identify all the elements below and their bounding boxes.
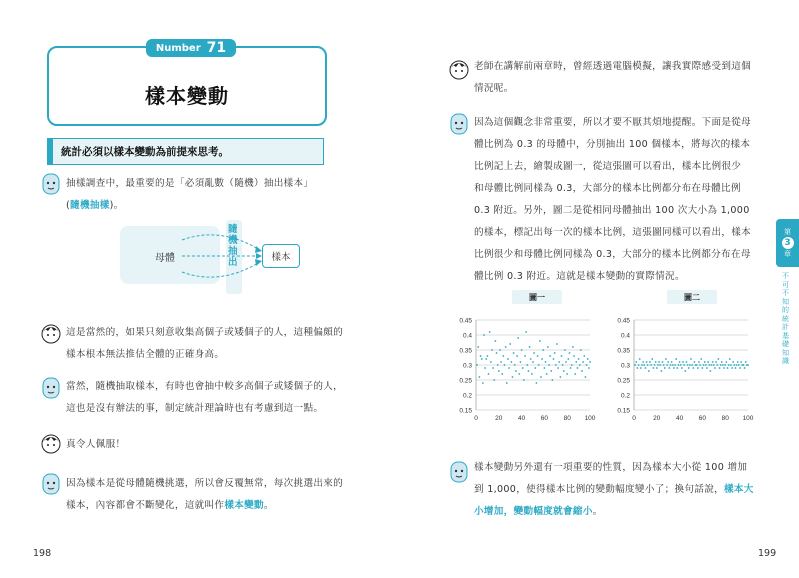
data-point xyxy=(502,355,504,357)
data-point xyxy=(683,364,685,366)
data-point xyxy=(689,364,691,366)
data-point xyxy=(488,373,490,375)
data-point xyxy=(515,370,517,372)
data-point xyxy=(649,361,651,363)
data-point xyxy=(672,364,674,366)
data-point xyxy=(711,364,713,366)
data-point xyxy=(747,364,749,366)
data-point xyxy=(703,364,705,366)
a2-highlight-1: 樣本大 xyxy=(723,484,754,495)
y-tick-label: 0.15 xyxy=(617,407,630,415)
draw-arrows xyxy=(180,228,270,284)
data-point xyxy=(499,349,501,351)
p5-line: 因為樣本是從母體隨機挑選，所以會反覆無常，每次挑選出來的 xyxy=(66,478,344,489)
a2-line: 樣本變動另外還有一項重要的性質，因為樣本大小從 100 增加 xyxy=(474,462,748,473)
data-point xyxy=(647,364,649,366)
data-point xyxy=(654,364,656,366)
data-point xyxy=(579,364,581,366)
data-point xyxy=(586,364,588,366)
data-point xyxy=(521,349,523,351)
data-point xyxy=(476,364,478,366)
data-point xyxy=(525,331,527,333)
number-tab xyxy=(146,39,236,57)
y-tick-label: 0.15 xyxy=(459,407,472,415)
data-point xyxy=(640,367,642,369)
data-point xyxy=(667,361,669,363)
data-point xyxy=(744,367,746,369)
data-point xyxy=(529,346,531,348)
data-point xyxy=(697,367,699,369)
data-point xyxy=(650,364,652,366)
y-tick-label: 0.25 xyxy=(459,377,472,385)
paragraph-3 xyxy=(66,376,346,420)
data-point xyxy=(678,364,680,366)
p2-line: 樣本根本無法推估全體的正確身高。 xyxy=(66,349,225,360)
conclusion-paragraph xyxy=(474,457,770,523)
data-point xyxy=(692,367,694,369)
subhead-text: 統計必須以樣本變動為前提來思考。 xyxy=(61,146,229,158)
data-point xyxy=(704,361,706,363)
data-point xyxy=(540,376,542,378)
a1-line: 和母體比例同樣為 0.3，大部分的樣本比例都分布在母體比例 xyxy=(474,183,741,194)
a1-line: 體比例 0.3 附近。這就是樣本變動的實際情況。 xyxy=(474,271,685,282)
data-point xyxy=(582,361,584,363)
data-point xyxy=(509,343,511,345)
data-point xyxy=(722,364,724,366)
teacher-avatar-icon xyxy=(40,472,62,496)
y-tick-label: 0.4 xyxy=(462,332,472,340)
data-point xyxy=(528,370,530,372)
data-point xyxy=(501,373,503,375)
data-point xyxy=(658,361,660,363)
data-point xyxy=(665,358,667,360)
chart2-title: 圖二 xyxy=(684,293,700,302)
data-point xyxy=(510,361,512,363)
data-point xyxy=(676,367,678,369)
data-point xyxy=(735,367,737,369)
data-point xyxy=(727,367,729,369)
data-point xyxy=(706,367,708,369)
data-point xyxy=(733,364,735,366)
data-point xyxy=(739,367,741,369)
data-point xyxy=(571,364,573,366)
data-point xyxy=(566,373,568,375)
y-tick-label: 0.25 xyxy=(617,377,630,385)
data-point xyxy=(539,340,541,342)
data-point xyxy=(670,364,672,366)
data-point xyxy=(655,361,657,363)
number-label: Number xyxy=(155,42,201,54)
data-point xyxy=(532,361,534,363)
data-point xyxy=(634,364,636,366)
data-point xyxy=(717,358,719,360)
data-point xyxy=(716,364,718,366)
student-avatar-icon xyxy=(40,432,62,456)
data-point xyxy=(490,361,492,363)
data-point xyxy=(483,334,485,336)
data-point xyxy=(498,370,500,372)
a1-line: 0.3 附近。另外，圖二是從相同母體抽出 100 次大小為 1,000 xyxy=(474,205,750,216)
data-point xyxy=(736,364,738,366)
data-point xyxy=(520,361,522,363)
data-point xyxy=(663,364,665,366)
data-point xyxy=(723,367,725,369)
student-avatar-icon xyxy=(40,322,62,346)
data-point xyxy=(729,358,731,360)
q1-line: 老師在講解前兩章時，曾經透過電腦模擬，讓我實際感受到這個 xyxy=(474,61,752,72)
data-point xyxy=(530,358,532,360)
data-point xyxy=(719,367,721,369)
data-point xyxy=(694,361,696,363)
data-point xyxy=(549,355,551,357)
x-tick-label: 100 xyxy=(742,415,754,422)
x-tick-label: 60 xyxy=(698,415,707,422)
data-point xyxy=(702,367,704,369)
data-point xyxy=(507,358,509,360)
data-point xyxy=(721,361,723,363)
x-tick-label: 80 xyxy=(721,415,729,422)
data-point xyxy=(731,367,733,369)
data-point xyxy=(660,370,662,372)
data-point xyxy=(588,367,590,369)
data-point xyxy=(534,367,536,369)
paragraph-4: 真令人佩服！ xyxy=(66,439,126,450)
data-point xyxy=(564,349,566,351)
data-point xyxy=(684,370,686,372)
a1-line: 體比例為 0.3 的母體中，分別抽出 100 個樣本，將每次的樣本 xyxy=(474,139,751,150)
y-tick-label: 0.35 xyxy=(617,347,630,355)
data-point xyxy=(671,361,673,363)
p3-line: 當然，隨機抽取樣本，有時也會抽中較多高個子或矮個子的人， xyxy=(66,381,344,392)
data-point xyxy=(512,376,514,378)
data-point xyxy=(555,364,557,366)
data-point xyxy=(491,349,493,351)
chapter-bottom: 章 xyxy=(784,250,791,258)
data-point xyxy=(643,364,645,366)
data-point xyxy=(545,361,547,363)
data-point xyxy=(504,364,506,366)
a2-end: 。 xyxy=(592,506,603,517)
data-point xyxy=(494,340,496,342)
p1-text: 抽樣調查中，最重要的是「必須亂數（隨機）抽出樣本」( xyxy=(66,178,314,211)
data-point xyxy=(480,355,482,357)
y-tick-label: 0.3 xyxy=(462,362,472,370)
y-tick-label: 0.2 xyxy=(462,392,472,400)
data-point xyxy=(714,367,716,369)
data-point xyxy=(691,364,693,366)
paragraph-1 xyxy=(66,173,326,217)
data-point xyxy=(720,364,722,366)
data-point xyxy=(573,355,575,357)
data-point xyxy=(531,373,533,375)
data-point xyxy=(516,355,518,357)
data-point xyxy=(500,361,502,363)
data-point xyxy=(641,364,643,366)
a2-line2: 到 1,000，使得樣本比例的變動幅度變小了；換句話說， xyxy=(474,484,724,495)
data-point xyxy=(645,367,647,369)
data-point xyxy=(538,364,540,366)
data-point xyxy=(553,358,555,360)
data-point xyxy=(487,355,489,357)
data-point xyxy=(666,364,668,366)
a1-line: 的樣本，標記出每一次的樣本比例，這張圖同樣可以看出，樣本 xyxy=(474,227,752,238)
data-point xyxy=(485,358,487,360)
data-point xyxy=(668,367,670,369)
data-point xyxy=(730,364,732,366)
data-point xyxy=(526,364,528,366)
data-point xyxy=(572,346,574,348)
data-point xyxy=(680,364,682,366)
chart2-scatter xyxy=(606,312,756,430)
data-point xyxy=(484,367,486,369)
data-point xyxy=(725,361,727,363)
data-point xyxy=(681,367,683,369)
a2-highlight-2: 小增加，變動幅度就會縮小 xyxy=(474,506,593,517)
paragraph-2 xyxy=(66,322,346,366)
data-point xyxy=(518,373,520,375)
data-point xyxy=(567,358,569,360)
data-point xyxy=(544,367,546,369)
y-tick-label: 0.35 xyxy=(459,347,472,355)
teacher-avatar-icon xyxy=(448,460,470,484)
data-point xyxy=(712,361,714,363)
data-point xyxy=(482,382,484,384)
data-point xyxy=(646,361,648,363)
data-point xyxy=(745,361,747,363)
data-point xyxy=(492,367,494,369)
x-tick-label: 0 xyxy=(632,415,636,422)
data-point xyxy=(542,349,544,351)
data-point xyxy=(743,364,745,366)
chart1-scatter xyxy=(448,312,598,430)
p5-highlight: 樣本變動 xyxy=(224,500,264,511)
data-point xyxy=(481,358,483,360)
random-draw-label: 隨機抽出 xyxy=(228,224,238,268)
p2-line: 這是當然的，如果只刻意收集高個子或矮個子的人，這種偏頗的 xyxy=(66,327,344,338)
data-point xyxy=(558,361,560,363)
x-tick-label: 20 xyxy=(653,415,661,422)
data-point xyxy=(690,358,692,360)
p1-end: )。 xyxy=(109,200,124,211)
data-point xyxy=(698,361,700,363)
teacher-avatar-icon xyxy=(40,376,62,400)
data-point xyxy=(732,361,734,363)
chapter-side-text: 不可不知的統計基礎知識 xyxy=(782,272,789,365)
population-label: 母體 xyxy=(155,253,175,264)
x-tick-label: 40 xyxy=(517,415,526,422)
a1-line: 比例很少和母體比例同樣為 0.3，大部分的樣本比例都分布在母 xyxy=(474,249,751,260)
data-point xyxy=(477,346,479,348)
data-point xyxy=(546,373,548,375)
data-point xyxy=(637,367,639,369)
data-point xyxy=(533,352,535,354)
data-point xyxy=(705,364,707,366)
x-tick-label: 40 xyxy=(675,415,684,422)
data-point xyxy=(583,355,585,357)
data-point xyxy=(493,379,495,381)
data-point xyxy=(536,382,538,384)
data-point xyxy=(674,364,676,366)
data-point xyxy=(513,352,515,354)
data-point xyxy=(506,382,508,384)
data-point xyxy=(648,370,650,372)
data-point xyxy=(505,346,507,348)
data-point xyxy=(642,361,644,363)
teacher-avatar-icon xyxy=(40,172,62,196)
chapter-tab xyxy=(776,219,799,267)
data-point xyxy=(561,355,563,357)
number-value: 71 xyxy=(206,40,227,56)
data-point xyxy=(713,364,715,366)
data-point xyxy=(708,364,710,366)
data-point xyxy=(659,364,661,366)
data-point xyxy=(699,364,701,366)
data-point xyxy=(562,364,564,366)
data-point xyxy=(508,367,510,369)
data-point xyxy=(740,361,742,363)
data-point xyxy=(559,376,561,378)
data-point xyxy=(541,358,543,360)
question-paragraph xyxy=(474,56,770,100)
data-point xyxy=(496,352,498,354)
answer-paragraph xyxy=(474,112,770,288)
page-title: 樣本變動 xyxy=(145,84,229,108)
data-point xyxy=(497,364,499,366)
data-point xyxy=(537,355,539,357)
p3-line: 這也是沒有辦法的事，制定統計理論時也有考慮到這一點。 xyxy=(66,403,324,414)
data-point xyxy=(514,364,516,366)
section-subhead xyxy=(47,138,324,165)
data-point xyxy=(577,367,579,369)
data-point xyxy=(700,358,702,360)
data-point xyxy=(679,361,681,363)
data-point xyxy=(547,346,549,348)
data-point xyxy=(687,364,689,366)
data-point xyxy=(554,352,556,354)
p5-end: 。 xyxy=(263,500,274,511)
data-point xyxy=(578,358,580,360)
data-point xyxy=(479,376,481,378)
data-point xyxy=(565,361,567,363)
page-number-right: 199 xyxy=(758,548,777,559)
data-point xyxy=(682,361,684,363)
data-point xyxy=(728,364,730,366)
x-tick-label: 80 xyxy=(563,415,571,422)
p5-last: 樣本，內容都會不斷變化，這就叫作 xyxy=(66,500,225,511)
chapter-number: 3 xyxy=(782,237,794,249)
data-point xyxy=(688,367,690,369)
x-tick-label: 60 xyxy=(540,415,549,422)
y-tick-label: 0.2 xyxy=(620,392,630,400)
sample-label: 樣本 xyxy=(271,252,291,263)
y-tick-label: 0.4 xyxy=(620,332,630,340)
x-tick-label: 0 xyxy=(474,415,478,422)
q1-line: 情況呢。 xyxy=(474,83,514,94)
data-point xyxy=(569,352,571,354)
data-point xyxy=(707,361,709,363)
data-point xyxy=(517,337,519,339)
data-point xyxy=(696,364,698,366)
data-point xyxy=(675,358,677,360)
data-point xyxy=(638,364,640,366)
y-tick-label: 0.45 xyxy=(459,317,472,325)
data-point xyxy=(587,358,589,360)
data-point xyxy=(581,370,583,372)
teacher-avatar-icon xyxy=(448,112,470,136)
data-point xyxy=(563,370,565,372)
data-point xyxy=(686,361,688,363)
data-point xyxy=(657,364,659,366)
data-point xyxy=(673,367,675,369)
data-point xyxy=(556,343,558,345)
x-tick-label: 20 xyxy=(495,415,503,422)
data-point xyxy=(738,364,740,366)
data-point xyxy=(523,379,525,381)
paragraph-5 xyxy=(66,473,346,517)
data-point xyxy=(664,367,666,369)
p1-highlight: 隨機抽樣 xyxy=(70,200,110,211)
data-point xyxy=(709,370,711,372)
data-point xyxy=(585,376,587,378)
chart1-title: 圖一 xyxy=(529,293,545,302)
data-point xyxy=(489,331,491,333)
data-point xyxy=(580,349,582,351)
y-tick-label: 0.45 xyxy=(617,317,630,325)
data-point xyxy=(524,355,526,357)
data-point xyxy=(574,373,576,375)
data-point xyxy=(551,379,553,381)
data-point xyxy=(715,361,717,363)
student-avatar-icon xyxy=(448,58,470,82)
data-point xyxy=(724,364,726,366)
data-point xyxy=(522,367,524,369)
data-point xyxy=(575,361,577,363)
data-point xyxy=(589,361,591,363)
data-point xyxy=(662,361,664,363)
data-point xyxy=(737,361,739,363)
data-point xyxy=(656,367,658,369)
y-tick-label: 0.3 xyxy=(620,362,630,370)
data-point xyxy=(635,361,637,363)
data-point xyxy=(550,370,552,372)
chapter-top: 第 xyxy=(784,228,791,236)
data-point xyxy=(548,364,550,366)
data-point xyxy=(652,367,654,369)
data-point xyxy=(557,367,559,369)
data-point xyxy=(570,367,572,369)
a1-line: 比例記上去，繪製成圖一，從這張圖可以看出，樣本比例很少 xyxy=(474,161,742,172)
a1-line: 因為這個觀念非常重要，所以才要不厭其煩地提醒。下面是從母 xyxy=(474,117,752,128)
page-number-left: 198 xyxy=(33,548,52,559)
data-point xyxy=(651,358,653,360)
data-point xyxy=(639,358,641,360)
x-tick-label: 100 xyxy=(584,415,596,422)
